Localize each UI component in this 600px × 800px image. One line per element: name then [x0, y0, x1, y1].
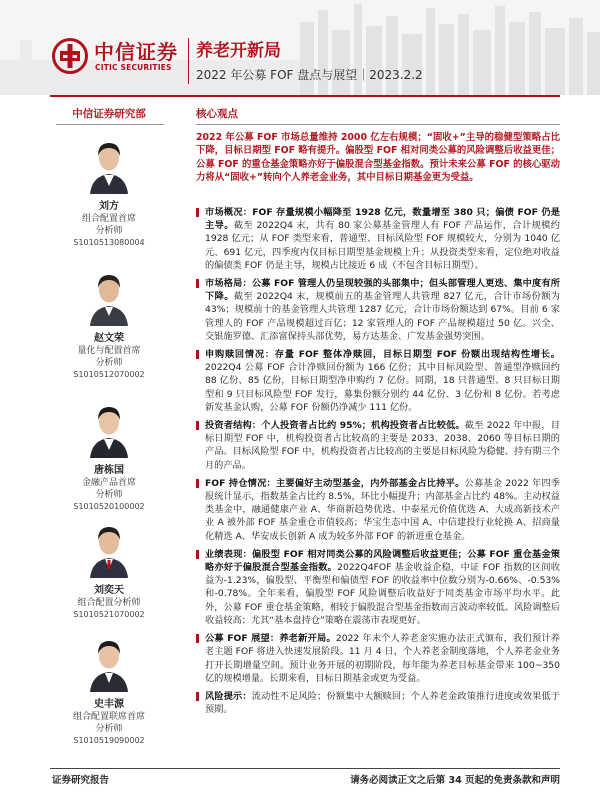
bullet-risk: [196, 690, 560, 716]
analyst-license: S1010521070002: [73, 610, 145, 619]
bullet-body: 截至 2022Q4 末，规模前五的基金管理人共管理 827 亿元，合计市场份额为 43%；规模前十的基金管理人共管理 1287 亿元，合计市场份额达到 67%。目前 6 家管理人的 FOF 产品规模超过百亿；12 家管理人的 FOF 产品规模超过 50 亿。兴全、交银施罗德、汇添富保持头部优势，易方达基金、广发基金强势突围。: [205, 291, 560, 342]
analyst-license: S1010513080004: [73, 238, 145, 247]
report-title: 养老开新局: [196, 41, 281, 61]
bullet-heading: 公募 FOF 展望：养老新开局。: [205, 633, 336, 645]
analyst-title: 金融产品首席: [81, 478, 136, 488]
bullet-heading: 业绩表现：偏股型 FOF 相对同类公募的风险调整后收益更佳；公募 FOF 重仓基金策略亦好于偏股混合型基金指数。: [205, 548, 560, 574]
avatar: [86, 632, 132, 692]
right-heading-rule: [196, 124, 560, 125]
analyst-title: 分析师: [95, 724, 123, 734]
bullet-heading: 风险提示：: [205, 690, 252, 702]
analyst-license: S1010512070002: [73, 370, 145, 379]
core-views-heading: 核心观点: [196, 108, 238, 120]
bullet-investor-structure: [196, 419, 560, 472]
core-summary: 2022 年公募 FOF 市场总量维持 2000 亿左右规模；“固收+”主导的稳健型策略占比下降，目标日期型 FOF 略有提升。偏股型 FOF 相对同类公募的风险调整后收益更佳；公募 FOF 的重仓基金策略亦好于偏股混合型基金指数。预计未来公募 FOF 的核心驱动力将从“固收+”转向个人养老金业务，其中目标日期基金更为受益。: [196, 132, 560, 184]
analyst-name: 刘奕天: [94, 585, 124, 596]
footer-rule: [50, 768, 560, 769]
analyst-title: 分析师: [95, 490, 123, 500]
bullet-heading: 投资者结构：个人投资者占比约 95%；机构投资者占比较低。: [205, 420, 465, 432]
analyst-card: [50, 518, 168, 621]
header-rule: [50, 95, 560, 97]
left-heading-rule: [56, 124, 164, 125]
bullet-heading: 申购赎回情况：存量 FOF 整体净赎回，目标日期型 FOF 份额出现结构性增长。: [205, 349, 560, 361]
brand-name-cn: 中信证券: [94, 40, 178, 64]
report-subtitle: 2022 年公募 FOF 盘点与展望｜2023.2.2: [196, 68, 423, 82]
header-divider: [188, 38, 189, 84]
analyst-name: 赵文荣: [94, 333, 124, 344]
analyst-name: 史丰源: [94, 699, 124, 710]
brand-name-en: CITIC SECURITIES: [95, 63, 172, 72]
citic-logo-icon: [52, 38, 88, 74]
analyst-card: [50, 134, 168, 249]
bullet-heading: 市场格局：公募 FOF 管理人仍呈现较强的头部集中；但头部管理人更迭、集中度有所下降。: [205, 278, 560, 303]
bullet-list: [196, 206, 560, 721]
analyst-title: 分析师: [95, 226, 123, 236]
bullet-heading: FOF 持仓情况：主要偏好主动型基金，内外部基金占比持平。: [205, 477, 465, 489]
analyst-title: 分析师: [95, 358, 123, 368]
analyst-card: [50, 266, 168, 381]
bullet-outlook: [196, 632, 560, 685]
avatar: [86, 518, 132, 578]
bullet-market-overview: [196, 206, 560, 272]
bullet-body: 截至 2022 年中报，目标日期型 FOF 中，机构投资者占比较高的主要是 2033、2038、2060 等目标日期的产品。目标风险型 FOF 中，机构投资者占比较高的主要是目标风险为稳健、持有期三个月的产品。: [205, 420, 560, 471]
analyst-card: [50, 632, 168, 747]
bullet-performance: [196, 548, 560, 627]
bullet-body: 2022Q4 公募 FOF 合计净赎回份额为 166 亿份；其中目标风险型、普通型净赎回约 88 亿份、85 亿份，目标日期型净申购约 7 亿份。同期，18 只普通型、8 只目标日期型和 9 只目标风险型 FOF 发行，募集份额分别约 44 亿份、3 亿份和 8 亿份。若考虑新发基金认购，公募 FOF 份额仍净减少 111 亿份。: [205, 362, 560, 413]
bullet-subscriptions: [196, 348, 560, 414]
bullet-holdings: [196, 477, 560, 543]
analyst-license: S1010520100002: [73, 502, 145, 511]
bullet-body: 截至 2022Q4 末，共有 80 家公募基金管理人有 FOF 产品运作，合计规模约 1928 亿元；从 FOF 类型来看，普通型、目标风险型 FOF 规模较大，分别为 1040 亿元、691 亿元，四季度内仅目标日期型基金规模上升；从投资类型来看，定位绝对收益的偏债类 FOF 仍是主导，规模占比接近 6 成（不包含目标日期型）。: [205, 220, 560, 271]
bullet-body: 2022Q4FOF 基金收益企稳，中证 FOF 指数的区间收益为-1.23%，偏股型、平衡型和偏债型 FOF 的收益率中位数分别为-0.66%、-0.53%和-0.78%。全年来看，偏股型 FOF 风险调整后收益好于同类基金市场平均水平。此外，公募 FOF 重仓基金策略，相较于偏股混合型基金指数而言波动率较低、风险调整后收益较高；尤其“基本盘持仓”策略在震荡市表现更好。: [205, 562, 560, 626]
avatar: [86, 134, 132, 194]
bullet-market-structure: [196, 277, 560, 343]
avatar: [86, 398, 132, 458]
analyst-title: 组合配置首席: [81, 214, 136, 224]
footer-disclaimer: 请务必阅读正文之后第 34 页起的免责条款和声明: [350, 775, 560, 786]
research-dept-heading: 中信证券研究部: [72, 108, 146, 120]
analyst-title: 量化与配置首席: [77, 346, 141, 356]
analyst-name: 刘方: [99, 201, 119, 212]
bullet-body: 2022 年末个人养老金实施办法正式颁布，我们预计养老主题 FOF 将进入快速发展阶段。11 月 4 日，个人养老金制度落地，个人养老金业务打开长期增量空间。预计业务开展的初期阶段，每年能为养老目标基金带来 100~350 亿的规模增量。长期来看，目标日期基金或更为受益。: [205, 633, 560, 684]
analyst-name: 唐栋国: [94, 465, 124, 476]
footer-label: 证券研究报告: [52, 775, 110, 786]
analyst-license: S1010519090002: [73, 736, 145, 745]
bullet-heading: 市场概况：FOF 存量规模小幅降至 1928 亿元，数量增至 380 只；偏债 FOF 仍是主导。: [205, 207, 560, 232]
avatar: [86, 266, 132, 326]
analyst-title: 组合配置分析师: [77, 598, 141, 608]
bullet-body: 流动性不足风险；份额集中大额赎回；个人养老金政策推行进度或效果低于预期。: [205, 690, 561, 716]
report-header: [0, 0, 600, 95]
analyst-title: 组合配置联席首席: [72, 712, 145, 722]
bullet-body: 公募基金 2022 年四季报统计显示，指数基金占比约 8.5%，环比小幅提升；内部基金占比约 48%。主动权益类基金中，融通健康产业 A、华商新趋势优选、中泰星元价值优选 A、大成高新技术产业 A 被外部 FOF 基金重仓市值较高；华宝生态中国 A、中信建投行业轮换 A、招商量化精选 A、华安成长创新 A 成为较多外部 FOF 的新进重仓基金。: [205, 477, 560, 542]
analyst-card: [50, 398, 168, 513]
